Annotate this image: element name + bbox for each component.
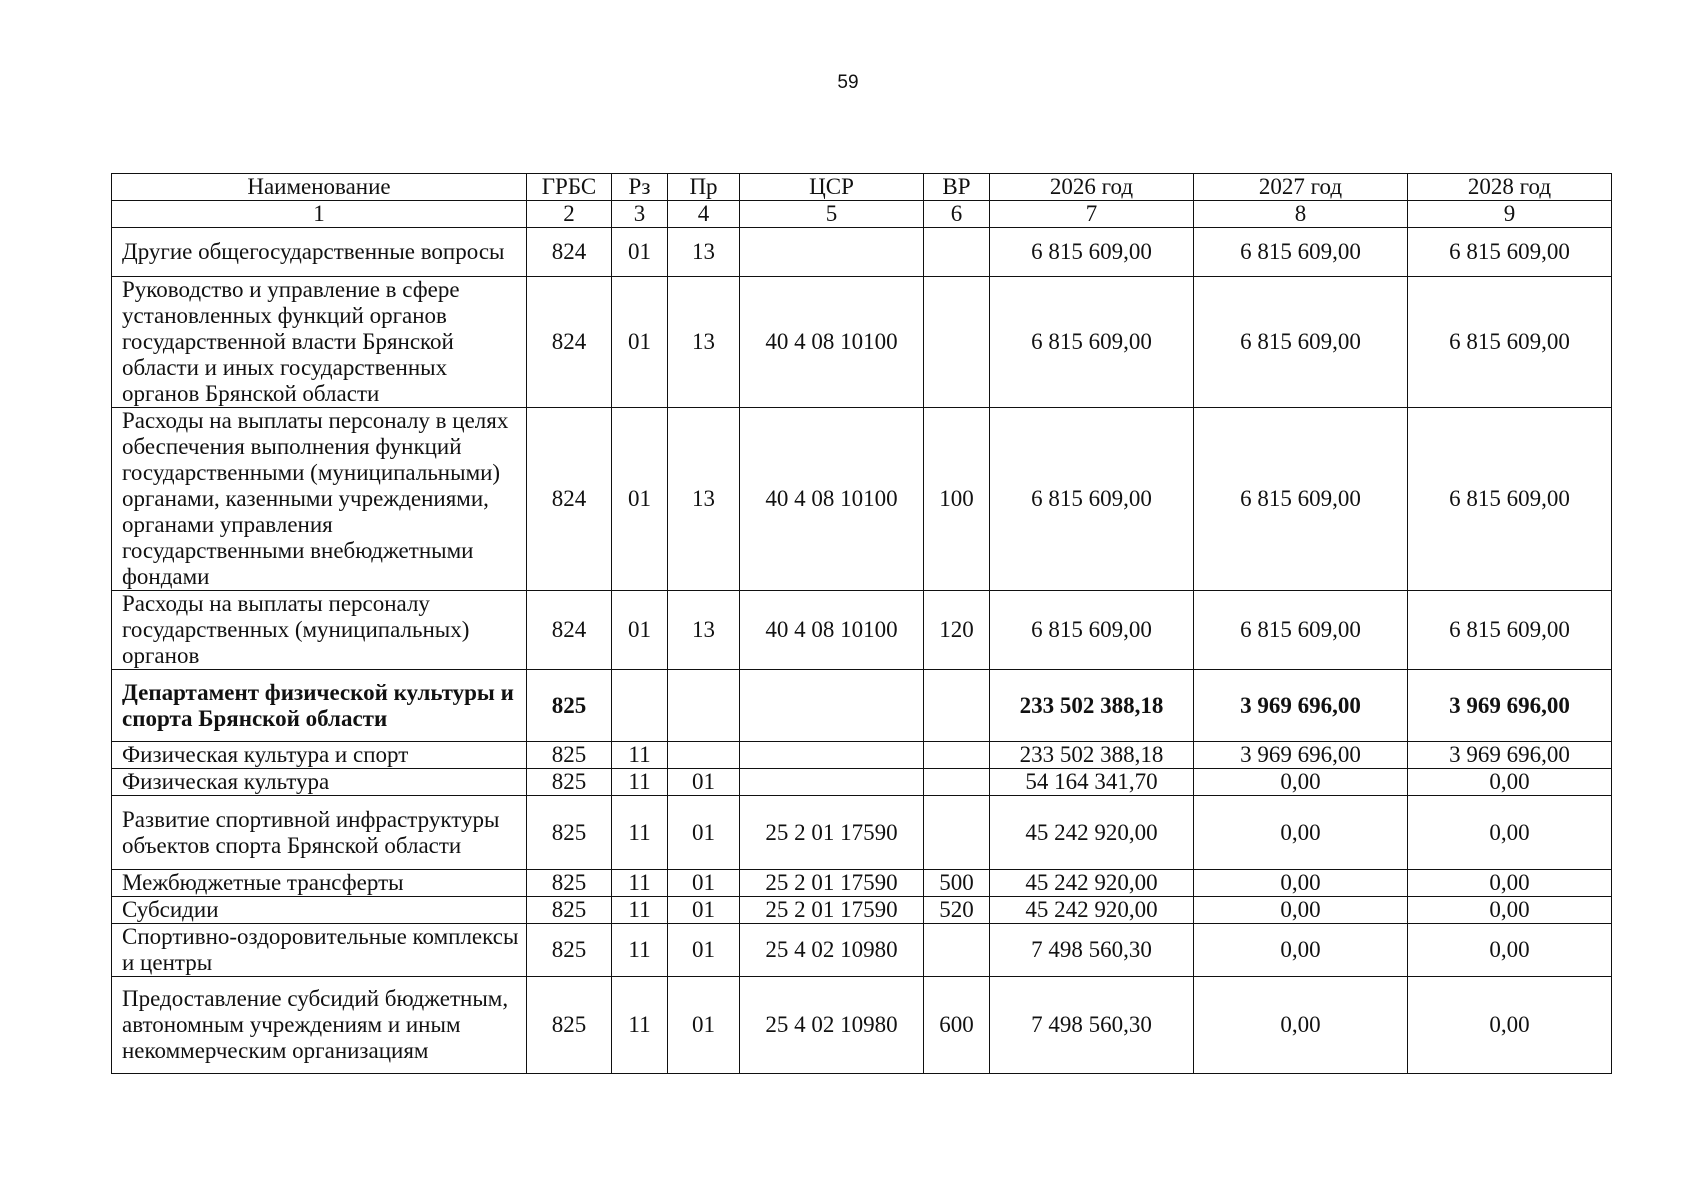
row-rz: 11 <box>612 796 668 870</box>
row-csr: 25 2 01 17590 <box>740 870 924 897</box>
row-rz: 11 <box>612 977 668 1074</box>
row-pr: 01 <box>668 796 740 870</box>
row-csr: 40 4 08 10100 <box>740 408 924 591</box>
row-rz: 01 <box>612 591 668 670</box>
header-year-2026: 2026 год <box>990 174 1194 201</box>
row-value-2026: 45 242 920,00 <box>990 870 1194 897</box>
row-pr: 01 <box>668 769 740 796</box>
row-value-2028: 6 815 609,00 <box>1408 277 1612 408</box>
row-rz: 11 <box>612 769 668 796</box>
row-value-2026: 54 164 341,70 <box>990 769 1194 796</box>
row-value-2028: 0,00 <box>1408 870 1612 897</box>
row-value-2028: 0,00 <box>1408 796 1612 870</box>
table-header-row <box>112 174 1612 201</box>
table-row <box>112 769 1612 796</box>
row-csr: 25 2 01 17590 <box>740 897 924 924</box>
table-row <box>112 870 1612 897</box>
row-rz: 11 <box>612 924 668 977</box>
row-name: Руководство и управление в сфере установленных функций органов государственной власти Брянской области и иных государственных органов Брянской области <box>112 277 527 408</box>
row-vr <box>924 670 990 742</box>
row-value-2026: 6 815 609,00 <box>990 277 1194 408</box>
table-row <box>112 897 1612 924</box>
row-rz: 11 <box>612 897 668 924</box>
row-pr: 01 <box>668 897 740 924</box>
row-pr: 13 <box>668 277 740 408</box>
row-name: Развитие спортивной инфраструктуры объектов спорта Брянской области <box>112 796 527 870</box>
row-pr: 01 <box>668 924 740 977</box>
row-vr <box>924 796 990 870</box>
row-name: Физическая культура <box>112 769 527 796</box>
row-pr: 13 <box>668 591 740 670</box>
row-value-2028: 3 969 696,00 <box>1408 670 1612 742</box>
column-number-row <box>112 201 1612 228</box>
row-value-2026: 45 242 920,00 <box>990 897 1194 924</box>
column-number: 4 <box>668 201 740 228</box>
row-grbs: 824 <box>527 277 612 408</box>
row-grbs: 824 <box>527 408 612 591</box>
row-grbs: 825 <box>527 870 612 897</box>
row-rz <box>612 670 668 742</box>
row-value-2027: 3 969 696,00 <box>1194 742 1408 769</box>
column-number: 8 <box>1194 201 1408 228</box>
column-number: 1 <box>112 201 527 228</box>
row-pr <box>668 670 740 742</box>
table-row <box>112 591 1612 670</box>
row-pr: 01 <box>668 977 740 1074</box>
row-vr <box>924 228 990 277</box>
table-row <box>112 228 1612 277</box>
row-vr <box>924 742 990 769</box>
column-number: 7 <box>990 201 1194 228</box>
row-value-2027: 0,00 <box>1194 924 1408 977</box>
table-row <box>112 277 1612 408</box>
row-csr <box>740 228 924 277</box>
row-rz: 01 <box>612 228 668 277</box>
row-name: Другие общегосударственные вопросы <box>112 228 527 277</box>
row-value-2028: 6 815 609,00 <box>1408 408 1612 591</box>
row-value-2027: 6 815 609,00 <box>1194 408 1408 591</box>
row-vr: 100 <box>924 408 990 591</box>
row-name: Расходы на выплаты персоналу государственных (муниципальных) органов <box>112 591 527 670</box>
header-pr: Пр <box>668 174 740 201</box>
row-value-2026: 6 815 609,00 <box>990 408 1194 591</box>
row-vr: 520 <box>924 897 990 924</box>
row-pr: 13 <box>668 228 740 277</box>
row-csr: 25 4 02 10980 <box>740 977 924 1074</box>
table-row <box>112 408 1612 591</box>
row-name: Предоставление субсидий бюджетным, автономным учреждениям и иным некоммерческим организациям <box>112 977 527 1074</box>
row-name: Субсидии <box>112 897 527 924</box>
row-vr: 600 <box>924 977 990 1074</box>
row-value-2026: 233 502 388,18 <box>990 670 1194 742</box>
row-name: Спортивно-оздоровительные комплексы и центры <box>112 924 527 977</box>
row-rz: 01 <box>612 408 668 591</box>
row-pr <box>668 742 740 769</box>
row-name: Департамент физической культуры и спорта Брянской области <box>112 670 527 742</box>
row-value-2027: 6 815 609,00 <box>1194 228 1408 277</box>
row-value-2027: 0,00 <box>1194 977 1408 1074</box>
row-name: Расходы на выплаты персоналу в целях обеспечения выполнения функций государственными (муниципальными) органами, казенными учреждениями, органами управления государственными внебюджетными фондами <box>112 408 527 591</box>
row-csr <box>740 742 924 769</box>
row-value-2027: 0,00 <box>1194 769 1408 796</box>
budget-table <box>111 173 1612 1074</box>
header-rz: Рз <box>612 174 668 201</box>
row-rz: 11 <box>612 870 668 897</box>
row-value-2028: 0,00 <box>1408 924 1612 977</box>
row-csr <box>740 769 924 796</box>
row-grbs: 825 <box>527 924 612 977</box>
row-value-2026: 7 498 560,30 <box>990 924 1194 977</box>
row-grbs: 825 <box>527 670 612 742</box>
row-grbs: 825 <box>527 769 612 796</box>
row-value-2027: 6 815 609,00 <box>1194 591 1408 670</box>
column-number: 6 <box>924 201 990 228</box>
row-value-2026: 6 815 609,00 <box>990 591 1194 670</box>
header-grbs: ГРБС <box>527 174 612 201</box>
row-value-2027: 0,00 <box>1194 796 1408 870</box>
column-number: 9 <box>1408 201 1612 228</box>
row-pr: 13 <box>668 408 740 591</box>
header-csr: ЦСР <box>740 174 924 201</box>
table-row <box>112 924 1612 977</box>
row-grbs: 825 <box>527 796 612 870</box>
row-grbs: 825 <box>527 977 612 1074</box>
row-grbs: 824 <box>527 591 612 670</box>
row-name: Физическая культура и спорт <box>112 742 527 769</box>
column-number: 3 <box>612 201 668 228</box>
row-pr: 01 <box>668 870 740 897</box>
row-csr: 40 4 08 10100 <box>740 591 924 670</box>
row-csr: 25 2 01 17590 <box>740 796 924 870</box>
row-value-2028: 3 969 696,00 <box>1408 742 1612 769</box>
table-row <box>112 742 1612 769</box>
row-value-2028: 0,00 <box>1408 769 1612 796</box>
row-value-2028: 6 815 609,00 <box>1408 591 1612 670</box>
row-value-2028: 6 815 609,00 <box>1408 228 1612 277</box>
row-value-2026: 7 498 560,30 <box>990 977 1194 1074</box>
row-rz: 01 <box>612 277 668 408</box>
row-value-2028: 0,00 <box>1408 897 1612 924</box>
row-value-2027: 0,00 <box>1194 870 1408 897</box>
column-number: 5 <box>740 201 924 228</box>
row-grbs: 824 <box>527 228 612 277</box>
row-vr <box>924 769 990 796</box>
row-vr: 120 <box>924 591 990 670</box>
table-row <box>112 670 1612 742</box>
header-year-2027: 2027 год <box>1194 174 1408 201</box>
row-vr <box>924 924 990 977</box>
table-body <box>112 228 1612 1074</box>
row-value-2026: 233 502 388,18 <box>990 742 1194 769</box>
row-value-2027: 3 969 696,00 <box>1194 670 1408 742</box>
row-name: Межбюджетные трансферты <box>112 870 527 897</box>
row-rz: 11 <box>612 742 668 769</box>
header-vr: ВР <box>924 174 990 201</box>
row-csr <box>740 670 924 742</box>
row-vr: 500 <box>924 870 990 897</box>
header-year-2028: 2028 год <box>1408 174 1612 201</box>
row-value-2026: 45 242 920,00 <box>990 796 1194 870</box>
row-csr: 25 4 02 10980 <box>740 924 924 977</box>
row-value-2028: 0,00 <box>1408 977 1612 1074</box>
row-vr <box>924 277 990 408</box>
header-name: Наименование <box>112 174 527 201</box>
row-value-2027: 0,00 <box>1194 897 1408 924</box>
row-value-2027: 6 815 609,00 <box>1194 277 1408 408</box>
row-grbs: 825 <box>527 897 612 924</box>
row-csr: 40 4 08 10100 <box>740 277 924 408</box>
table-row <box>112 977 1612 1074</box>
row-value-2026: 6 815 609,00 <box>990 228 1194 277</box>
row-grbs: 825 <box>527 742 612 769</box>
table-row <box>112 796 1612 870</box>
page-number: 59 <box>837 72 859 93</box>
column-number: 2 <box>527 201 612 228</box>
